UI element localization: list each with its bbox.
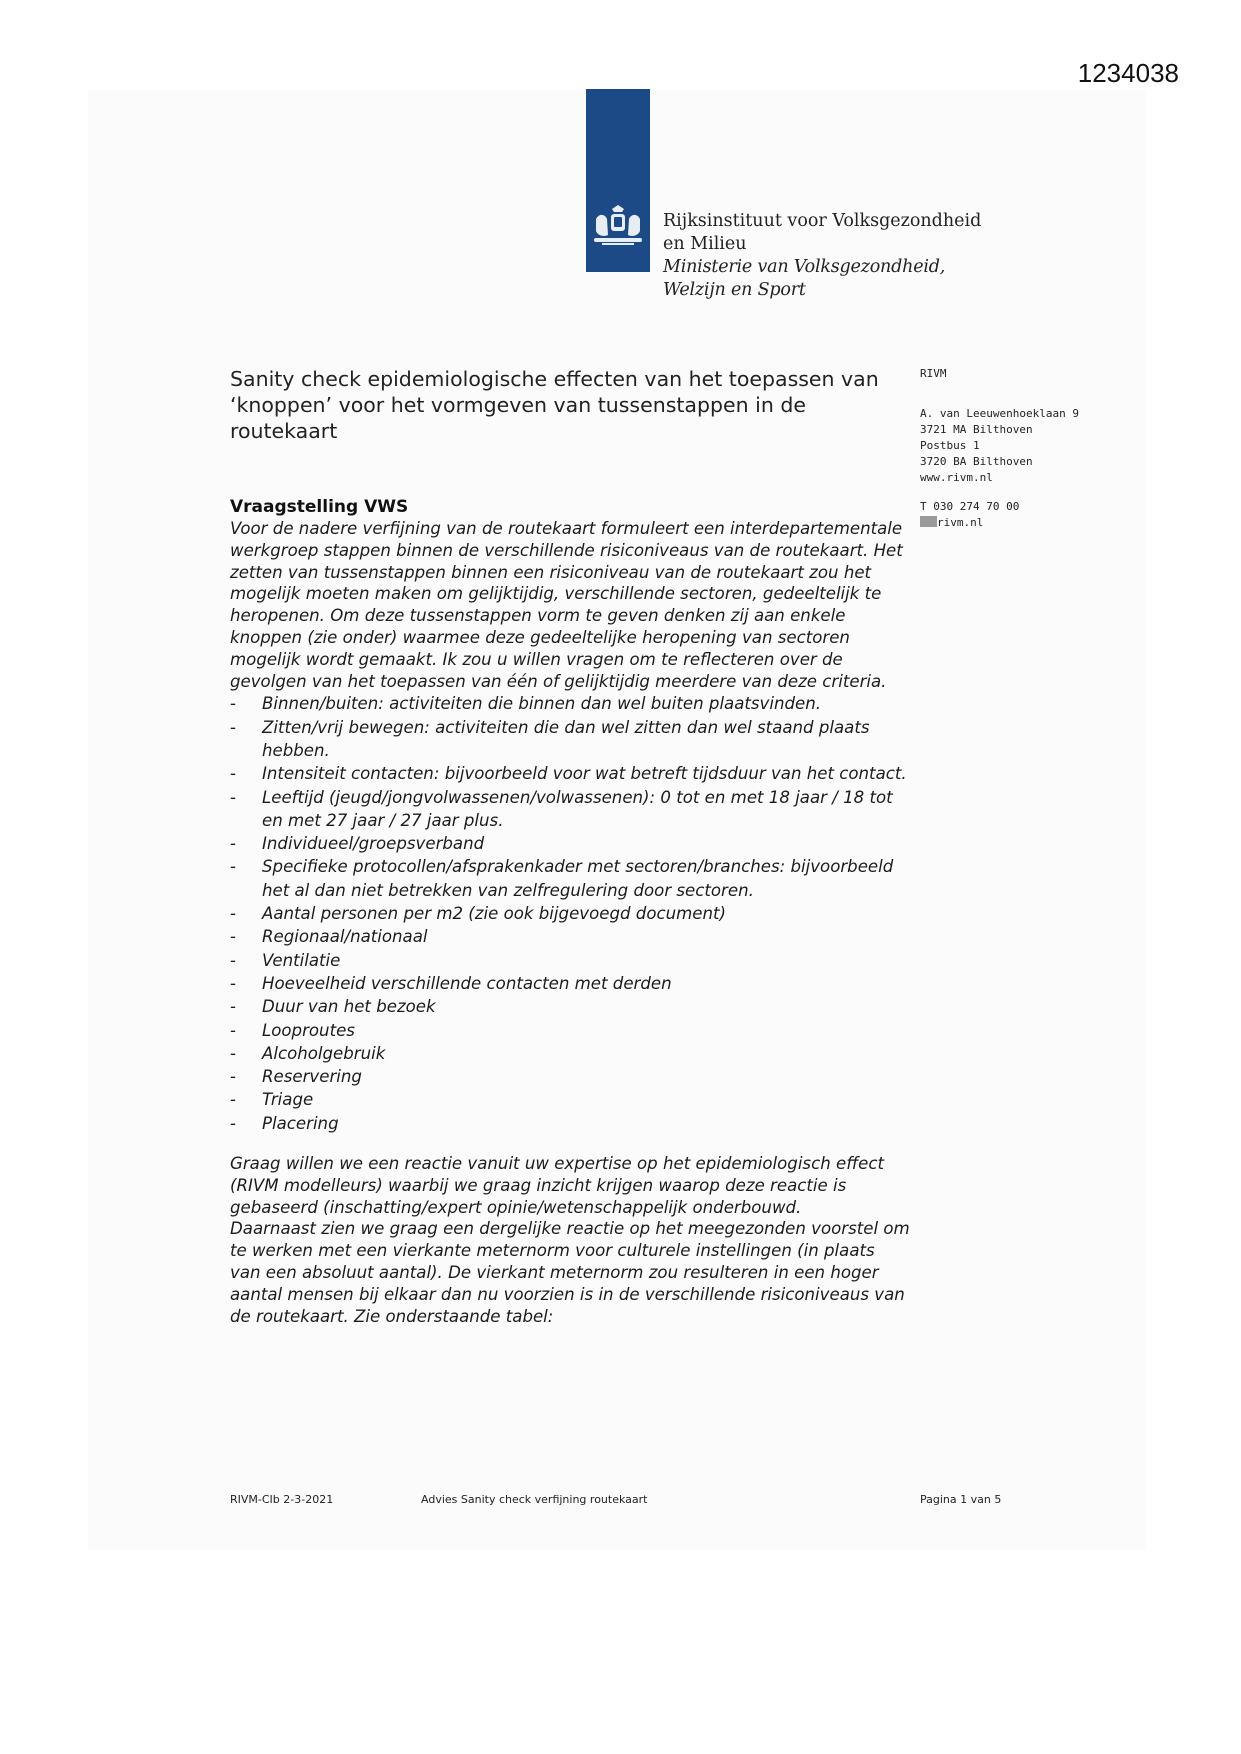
list-item-text: Individueel/groepsverband xyxy=(262,834,485,854)
intro-paragraph: Voor de nadere verfijning van de routekaart formuleert een interdepartementale werkgroep stappen binnen de verschillende risiconiveaus van de routekaart. Het zetten van tussenstappen binnen een risiconiveau van de routekaart zou het mogelijk moeten maken om gelijktijdig, verschillende sectoren, gedeeltelijk te heropenen. Om deze tussenstappen vorm te geven denken zij aan enkele knoppen (zie onder) waarmee deze gedeeltelijke heropening van sectoren mogelijk wordt gemaakt. Ik zou u willen vragen om te reflecteren over de gevolgen van het toepassen van één of gelijktijdig meerdere van deze criteria. xyxy=(230,519,903,691)
list-item-text: Ventilatie xyxy=(262,950,341,970)
rijksoverheid-logo-bar xyxy=(586,89,650,272)
bullet-marker: - xyxy=(230,717,236,737)
document-body xyxy=(230,496,910,1327)
list-item-text: Intensiteit contacten: bijvoorbeeld voor wat betreft tijdsduur van het contact. xyxy=(262,764,907,784)
org-name-line2: en Milieu xyxy=(663,234,747,254)
list-item xyxy=(230,949,910,972)
bullet-marker: - xyxy=(230,857,236,877)
sender-address xyxy=(920,406,1120,486)
bullet-marker: - xyxy=(230,1067,236,1087)
list-item-text: Reservering xyxy=(262,1067,362,1087)
bullet-marker: - xyxy=(230,694,236,714)
list-item-text: Hoeveelheid verschillende contacten met derden xyxy=(262,973,672,993)
sender-info xyxy=(920,366,1120,531)
website-link[interactable]: www.rivm.nl xyxy=(920,471,993,484)
bullet-marker: - xyxy=(230,834,236,854)
list-item xyxy=(230,716,910,763)
list-item xyxy=(230,832,910,855)
bullet-marker: - xyxy=(230,1020,236,1040)
list-item-text: Aantal personen per m2 (zie ook bijgevoegd document) xyxy=(262,904,726,924)
list-item-text: Binnen/buiten: activiteiten die binnen dan wel buiten plaatsvinden. xyxy=(262,694,822,714)
phone-number: T 030 274 70 00 xyxy=(920,500,1020,513)
list-item xyxy=(230,972,910,995)
email-line xyxy=(920,515,1120,531)
list-item-text: Regionaal/nationaal xyxy=(262,927,428,947)
criteria-list xyxy=(230,692,910,1135)
ministry-line2: Welzijn en Sport xyxy=(663,280,806,300)
sender-org: RIVM xyxy=(920,367,947,380)
list-item xyxy=(230,902,910,925)
list-item-text: Looproutes xyxy=(262,1020,355,1040)
list-item xyxy=(230,855,910,902)
section-heading: Vraagstelling VWS xyxy=(230,497,409,517)
list-item-text: Triage xyxy=(262,1090,314,1110)
proposal-paragraph: Daarnaast zien we graag een dergelijke reactie op het meegezonden voorstel om te werken met een vierkante meternorm voor culturele instellingen (in plaats van een absoluut aantal). De vierkant meternorm zou resulteren in een hoger aantal mensen bij elkaar dan nu voorzien is in de verschillende risiconiveaus van de routekaart. Zie onderstaande tabel: xyxy=(230,1219,910,1326)
bullet-marker: - xyxy=(230,787,236,807)
list-item xyxy=(230,1088,910,1111)
ministry-line1: Ministerie van Volksgezondheid, xyxy=(663,257,946,277)
list-item xyxy=(230,925,910,948)
sender-contact xyxy=(920,499,1120,531)
bullet-marker: - xyxy=(230,1113,236,1133)
page-footer xyxy=(230,1493,1020,1509)
address-line: 3720 BA Bilthoven xyxy=(920,455,1033,468)
footer-reference: RIVM-CIb 2-3-2021 xyxy=(230,1493,334,1506)
bullet-marker: - xyxy=(230,973,236,993)
list-item xyxy=(230,786,910,833)
bullet-marker: - xyxy=(230,950,236,970)
list-item-text: Alcoholgebruik xyxy=(262,1043,386,1063)
coat-of-arms-icon xyxy=(590,205,646,249)
bullet-marker: - xyxy=(230,927,236,947)
list-item-text: Zitten/vrij bewegen: activiteiten die dan wel zitten dan wel staand plaats hebben. xyxy=(262,717,870,760)
bullet-marker: - xyxy=(230,997,236,1017)
list-item xyxy=(230,1042,910,1065)
organization-name xyxy=(663,210,981,302)
document-title: Sanity check epidemiologische effecten van het toepassen van ‘knoppen’ voor het vormgeven van tussenstappen in de routekaart xyxy=(230,367,879,443)
list-item-text: Specifieke protocollen/afsprakenkader met sectoren/branches: bijvoorbeeld het al dan niet betrekken van zelfregulering door sectoren. xyxy=(262,857,894,900)
footer-subject: Advies Sanity check verfijning routekaart xyxy=(421,1493,648,1506)
redaction-block xyxy=(920,516,937,527)
list-item-text: Placering xyxy=(262,1113,339,1133)
address-line: 3721 MA Bilthoven xyxy=(920,423,1033,436)
bullet-marker: - xyxy=(230,1043,236,1063)
address-line: Postbus 1 xyxy=(920,439,980,452)
list-item xyxy=(230,1112,910,1135)
list-item xyxy=(230,692,910,715)
bullet-marker: - xyxy=(230,904,236,924)
list-item xyxy=(230,1065,910,1088)
bullet-marker: - xyxy=(230,1090,236,1110)
list-item-text: Duur van het bezoek xyxy=(262,997,436,1017)
address-line: A. van Leeuwenhoeklaan 9 xyxy=(920,407,1079,420)
list-item xyxy=(230,995,910,1018)
email-suffix: rivm.nl xyxy=(937,516,984,529)
footer-page-number: Pagina 1 van 5 xyxy=(920,1493,1002,1506)
org-name-line1: Rijksinstituut voor Volksgezondheid xyxy=(663,211,982,231)
list-item xyxy=(230,1019,910,1042)
list-item xyxy=(230,762,910,785)
list-item-text: Leeftijd (jeugd/jongvolwassenen/volwassenen): 0 tot en met 18 jaar / 18 tot en met 27 jaar / 27 jaar plus. xyxy=(262,787,893,830)
bullet-marker: - xyxy=(230,764,236,784)
document-number: 1234038 xyxy=(1077,58,1179,88)
request-paragraph: Graag willen we een reactie vanuit uw expertise op het epidemiologisch effect (RIVM modelleurs) waarbij we graag inzicht krijgen waarop deze reactie is gebaseerd (inschatting/expert opinie/wetenschappelijk onderbouwd. xyxy=(230,1154,885,1217)
